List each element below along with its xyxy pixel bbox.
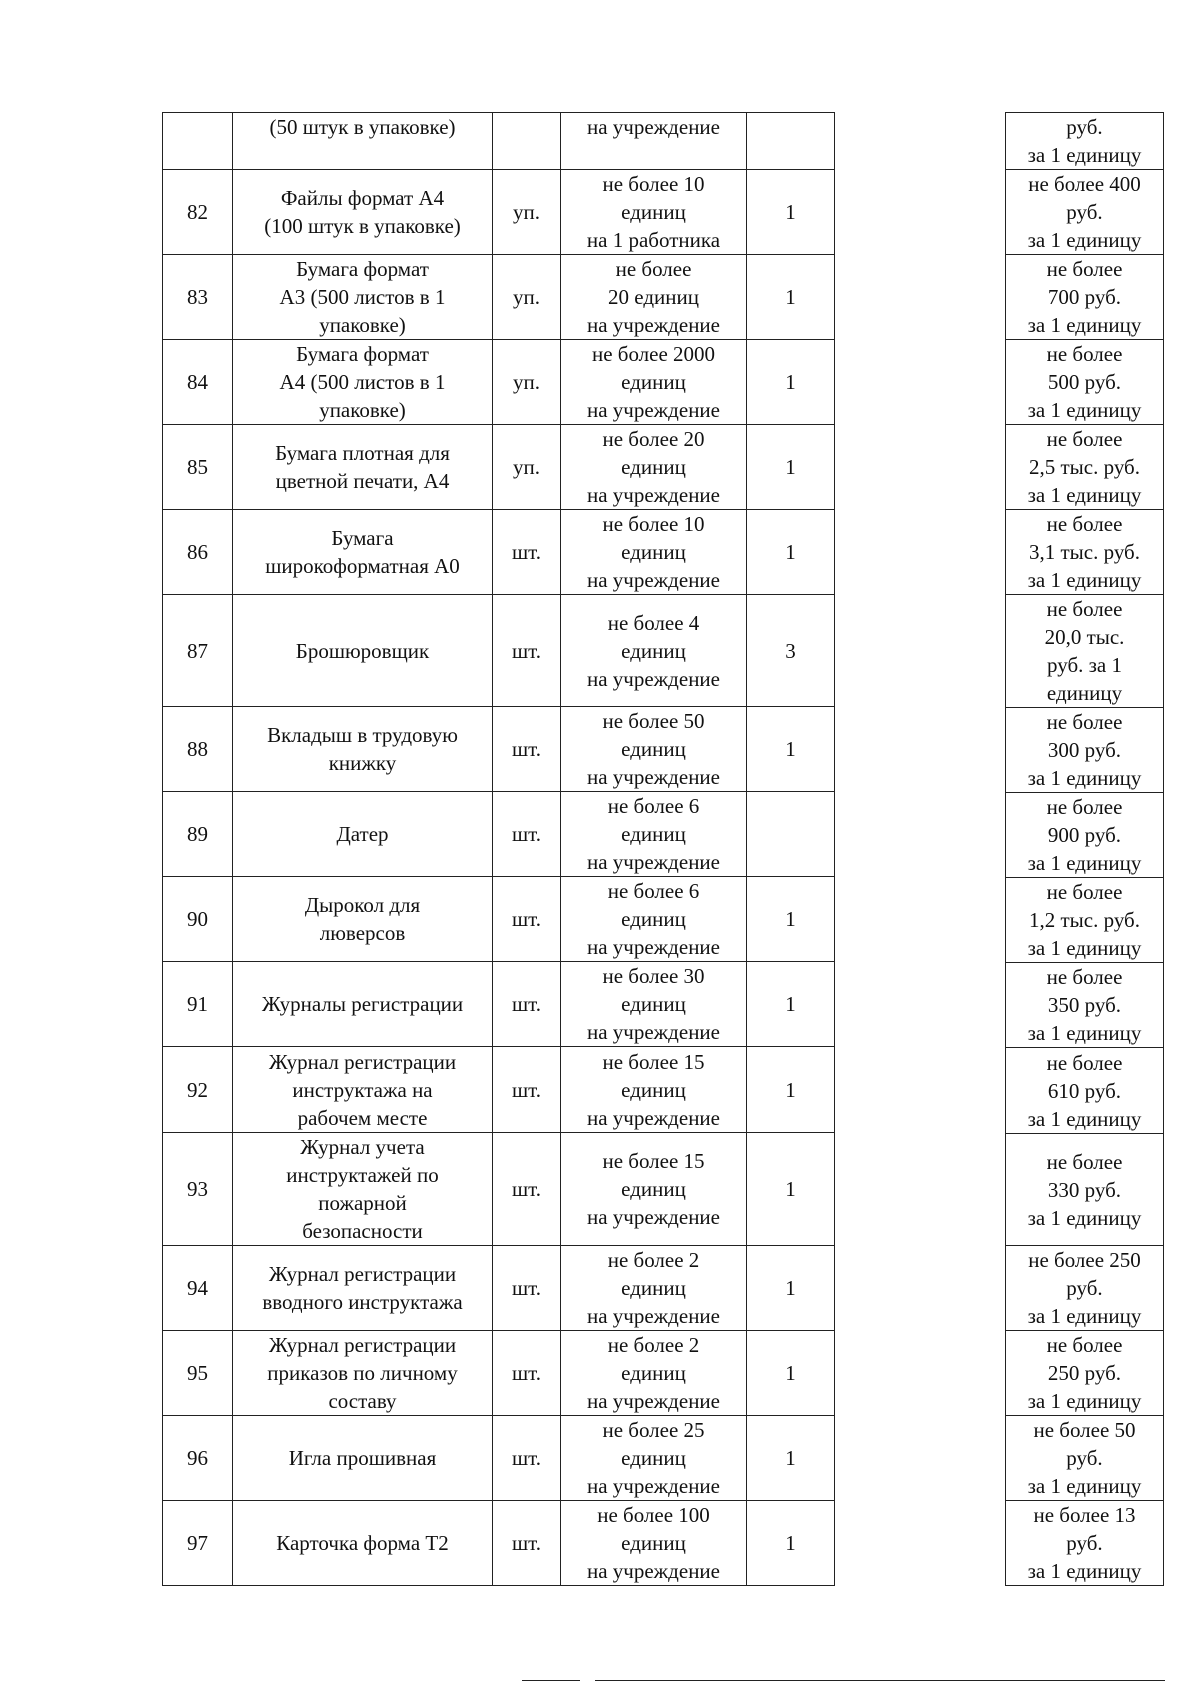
price-limit: не более 20,0 тыс. руб. за 1 единицу [1006, 595, 1164, 708]
row-number: 88 [163, 707, 233, 792]
price-limit: не более 900 руб. за 1 единицу [1006, 793, 1164, 878]
norm: не более 10 единиц на учреждение [561, 510, 747, 595]
price-limit: руб. за 1 единицу [1006, 113, 1164, 170]
item-name: Журнал регистрации приказов по личному составу [233, 1331, 493, 1416]
table-row [1006, 1048, 1164, 1134]
table-row [163, 1331, 835, 1416]
table-row [1006, 793, 1164, 878]
item-name: (50 штук в упаковке) [233, 113, 493, 170]
quantity: 1 [747, 1501, 835, 1586]
quantity: 1 [747, 510, 835, 595]
quantity: 1 [747, 170, 835, 255]
norm: не более 20 единиц на учреждение [561, 425, 747, 510]
quantity: 1 [747, 1246, 835, 1331]
table-row [1006, 595, 1164, 708]
table-row [163, 962, 835, 1047]
price-limit: не более 700 руб. за 1 единицу [1006, 255, 1164, 340]
norm: не более 50 единиц на учреждение [561, 707, 747, 792]
table-row [1006, 708, 1164, 793]
unit: шт. [493, 792, 561, 877]
table-row [163, 1133, 835, 1246]
item-name: Журнал регистрации инструктажа на рабочем месте [233, 1047, 493, 1133]
price-limit: не более 350 руб. за 1 единицу [1006, 963, 1164, 1048]
norm: не более 100 единиц на учреждение [561, 1501, 747, 1586]
price-limit: не более 50 руб. за 1 единицу [1006, 1416, 1164, 1501]
norm: не более 15 единиц на учреждение [561, 1133, 747, 1246]
row-number: 87 [163, 595, 233, 707]
unit: шт. [493, 1133, 561, 1246]
norm: не более 2 единиц на учреждение [561, 1331, 747, 1416]
norm: не более 6 единиц на учреждение [561, 792, 747, 877]
table-row [1006, 878, 1164, 963]
price-limit: не более 2,5 тыс. руб. за 1 единицу [1006, 425, 1164, 510]
footer-rule-long [595, 1680, 1165, 1681]
price-limit: не более 500 руб. за 1 единицу [1006, 340, 1164, 425]
table-row [163, 255, 835, 340]
unit: уп. [493, 255, 561, 340]
row-number: 97 [163, 1501, 233, 1586]
table-row [1006, 1416, 1164, 1501]
norm: не более 4 единиц на учреждение [561, 595, 747, 707]
table-row [1006, 963, 1164, 1048]
unit: шт. [493, 877, 561, 962]
price-limit: не более 250 руб. за 1 единицу [1006, 1246, 1164, 1331]
unit: шт. [493, 1047, 561, 1133]
quantity: 1 [747, 425, 835, 510]
item-name: Датер [233, 792, 493, 877]
price-limit: не более 13 руб. за 1 единицу [1006, 1501, 1164, 1586]
item-name: Журнал регистрации вводного инструктажа [233, 1246, 493, 1331]
unit: шт. [493, 510, 561, 595]
table-row [163, 510, 835, 595]
table-row [1006, 1501, 1164, 1586]
row-number: 91 [163, 962, 233, 1047]
quantity: 1 [747, 707, 835, 792]
norm: не более 6 единиц на учреждение [561, 877, 747, 962]
norm: не более 25 единиц на учреждение [561, 1416, 747, 1501]
table-row [163, 1047, 835, 1133]
table-row [163, 595, 835, 707]
quantity [747, 113, 835, 170]
table-row [1006, 510, 1164, 595]
price-limit: не более 3,1 тыс. руб. за 1 единицу [1006, 510, 1164, 595]
unit: шт. [493, 1331, 561, 1416]
row-number: 86 [163, 510, 233, 595]
quantity: 1 [747, 1133, 835, 1246]
table-row [1006, 425, 1164, 510]
row-number [163, 113, 233, 170]
row-number: 93 [163, 1133, 233, 1246]
norm: не более 30 единиц на учреждение [561, 962, 747, 1047]
quantity: 1 [747, 255, 835, 340]
unit: шт. [493, 1246, 561, 1331]
item-name: Дырокол для люверсов [233, 877, 493, 962]
table-row [163, 1501, 835, 1586]
norm: на учреждение [561, 113, 747, 170]
table-row [1006, 340, 1164, 425]
quantity: 3 [747, 595, 835, 707]
item-name: Игла прошивная [233, 1416, 493, 1501]
table-row [163, 1246, 835, 1331]
table-row [163, 1416, 835, 1501]
supply-norms-table [162, 112, 835, 1586]
row-number: 82 [163, 170, 233, 255]
table-row [163, 877, 835, 962]
item-name: Бумага формат А4 (500 листов в 1 упаковке) [233, 340, 493, 425]
row-number: 85 [163, 425, 233, 510]
norm: не более 15 единиц на учреждение [561, 1047, 747, 1133]
unit: шт. [493, 707, 561, 792]
price-limit: не более 400 руб. за 1 единицу [1006, 170, 1164, 255]
row-number: 84 [163, 340, 233, 425]
quantity: 1 [747, 1047, 835, 1133]
table-row [1006, 255, 1164, 340]
table-row [1006, 113, 1164, 170]
row-number: 92 [163, 1047, 233, 1133]
table-row [163, 425, 835, 510]
norm: не более 20 единиц на учреждение [561, 255, 747, 340]
unit: шт. [493, 1501, 561, 1586]
row-number: 95 [163, 1331, 233, 1416]
item-name: Бумага формат А3 (500 листов в 1 упаковке) [233, 255, 493, 340]
price-limit-table [1005, 112, 1164, 1586]
quantity: 1 [747, 340, 835, 425]
unit: шт. [493, 962, 561, 1047]
footer-rule-short [522, 1680, 580, 1681]
item-name: Журналы регистрации [233, 962, 493, 1047]
unit: уп. [493, 170, 561, 255]
unit: уп. [493, 425, 561, 510]
row-number: 89 [163, 792, 233, 877]
row-number: 90 [163, 877, 233, 962]
item-name: Вкладыш в трудовую книжку [233, 707, 493, 792]
unit: шт. [493, 1416, 561, 1501]
item-name: Бумага плотная для цветной печати, А4 [233, 425, 493, 510]
norm: не более 10 единиц на 1 работника [561, 170, 747, 255]
unit [493, 113, 561, 170]
table-row [163, 113, 835, 170]
item-name: Журнал учета инструктажей по пожарной безопасности [233, 1133, 493, 1246]
table-row [1006, 1134, 1164, 1246]
table-row [1006, 1246, 1164, 1331]
row-number: 94 [163, 1246, 233, 1331]
item-name: Карточка форма Т2 [233, 1501, 493, 1586]
table-row [163, 792, 835, 877]
item-name: Бумага широкоформатная А0 [233, 510, 493, 595]
norm: не более 2000 единиц на учреждение [561, 340, 747, 425]
quantity: 1 [747, 877, 835, 962]
price-limit: не более 610 руб. за 1 единицу [1006, 1048, 1164, 1134]
table-row [1006, 170, 1164, 255]
price-limit: не более 250 руб. за 1 единицу [1006, 1331, 1164, 1416]
norm: не более 2 единиц на учреждение [561, 1246, 747, 1331]
table-row [163, 340, 835, 425]
item-name: Файлы формат А4 (100 штук в упаковке) [233, 170, 493, 255]
unit: уп. [493, 340, 561, 425]
quantity: 1 [747, 962, 835, 1047]
quantity: 1 [747, 1331, 835, 1416]
table-row [163, 707, 835, 792]
quantity: 1 [747, 1416, 835, 1501]
item-name: Брошюровщик [233, 595, 493, 707]
price-limit: не более 1,2 тыс. руб. за 1 единицу [1006, 878, 1164, 963]
row-number: 96 [163, 1416, 233, 1501]
price-limit: не более 300 руб. за 1 единицу [1006, 708, 1164, 793]
row-number: 83 [163, 255, 233, 340]
table-row [163, 170, 835, 255]
quantity [747, 792, 835, 877]
table-row [1006, 1331, 1164, 1416]
price-limit: не более 330 руб. за 1 единицу [1006, 1134, 1164, 1246]
unit: шт. [493, 595, 561, 707]
